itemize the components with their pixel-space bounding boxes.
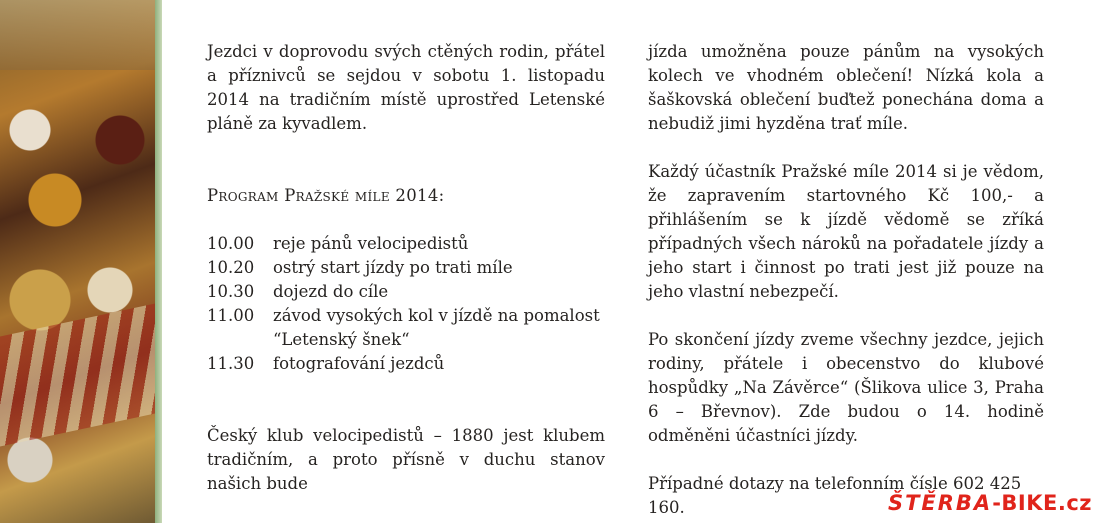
program-description: fotografování jezdců: [273, 354, 445, 373]
decorative-photo-strip: [0, 0, 155, 523]
program-time: 11.00: [207, 306, 255, 325]
program-item: [207, 232, 605, 256]
program-description: dojezd do cíle: [273, 282, 389, 301]
liability-paragraph: Každý účastník Pražské míle 2014 si je vědom, že zapravením startovného Kč 100,- a přihlášením se k jízdě vědomě se zříká případných všech nároků na pořadatele jízdy a jeho start i činnost po trati jest již pouze na jeho vlastní nebezpečí.: [648, 162, 1044, 301]
program-description: reje pánů velocipedistů: [273, 234, 469, 253]
rules-paragraph: jízda umožněna pouze pánům na vysokých kolech ve vhodném oblečení! Nízká kola a šaškovská oblečení buďtež ponechána doma a nebudiž jimi hyzděna trať míle.: [648, 42, 1044, 133]
intro-paragraph: Jezdci v doprovodu svých ctěných rodin, přátel a příznivců se sejdou v sobotu 1. listopadu 2014 na tradičním místě uprostřed Letenské pláně za kyvadlem.: [207, 42, 605, 133]
program-time: 11.30: [207, 354, 255, 373]
game-board-detail: [0, 304, 155, 447]
program-title: Program Pražské míle 2014:: [207, 186, 445, 205]
program-time: 10.30: [207, 282, 255, 301]
program-description: ostrý start jízdy po trati míle: [273, 258, 513, 277]
closing-paragraph: Český klub velocipedistů – 1880 jest klubem tradičním, a proto přísně v duchu stanov našich bude: [207, 426, 605, 493]
map-photo-detail: [0, 0, 155, 70]
brand-domain-text: -BIKE.cz: [992, 491, 1092, 515]
left-column: [207, 40, 605, 496]
invitation-paragraph: Po skončení jízdy zveme všechny jezdce, jejich rodiny, přátele i obecenstvo do klubové hospůdky „Na Závěrce“ (Šlikova ulice 3, Praha 6 – Břevnov). Zde budou o 14. hodině odměněni účastníci jízdy.: [648, 330, 1044, 445]
contact-paragraph: Případné dotazy na telefonním čísle 602 425 160.: [648, 474, 1022, 517]
green-divider: [155, 0, 162, 523]
brand-main-text: ŠTĚRBA: [887, 491, 993, 515]
program-list: [207, 232, 605, 376]
program-item: [207, 256, 605, 280]
program-item: [207, 352, 605, 376]
program-description: závod vysokých kol v jízdě na pomalost “Letenský šnek“: [273, 306, 600, 349]
program-time: 10.00: [207, 234, 255, 253]
program-item: [207, 304, 605, 352]
program-time: 10.20: [207, 258, 255, 277]
program-item: [207, 280, 605, 304]
right-column: [648, 40, 1044, 520]
sterba-bike-logo: [888, 491, 1092, 515]
